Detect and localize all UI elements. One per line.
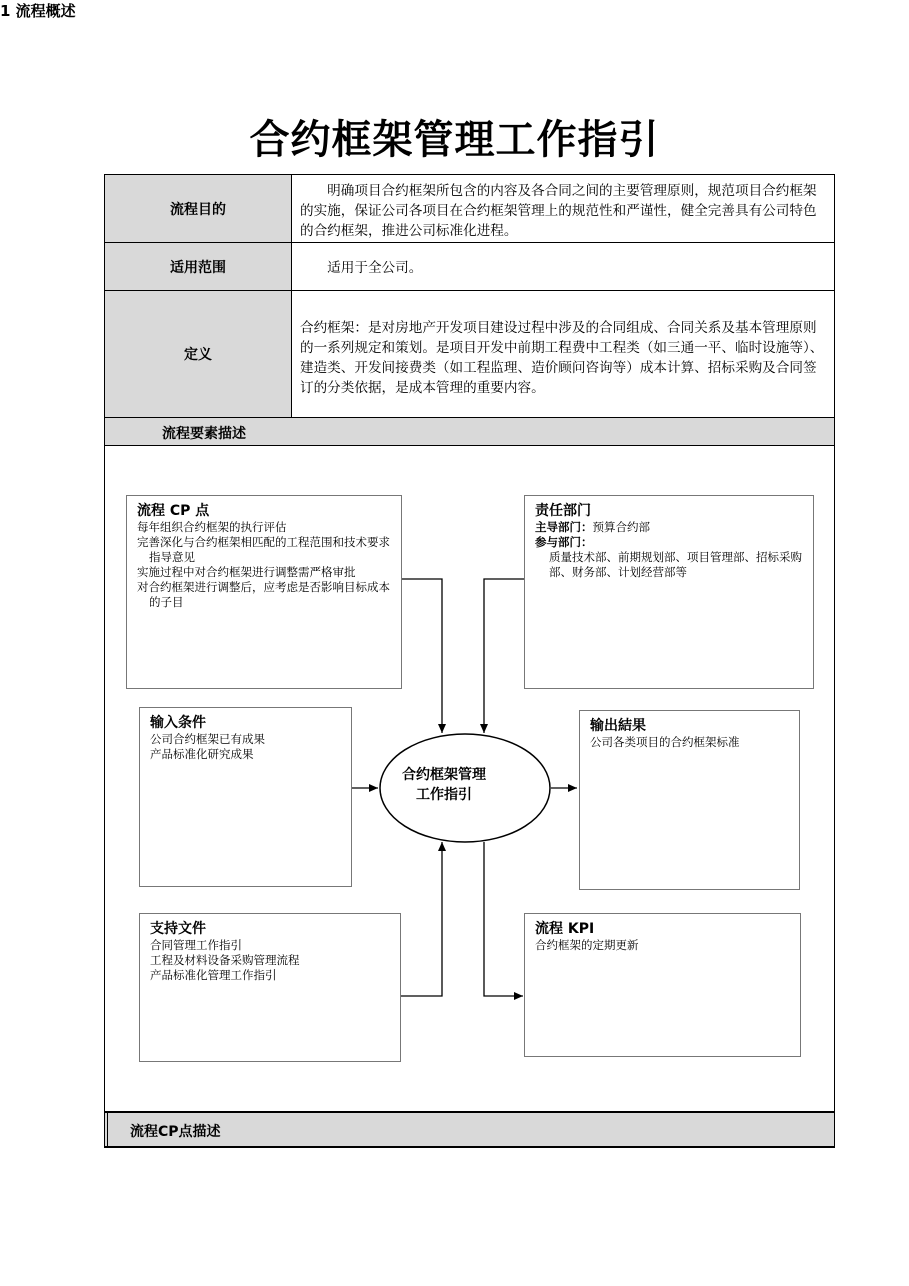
- kpi-box: [524, 913, 801, 1057]
- support-item: 合同管理工作指引: [150, 938, 242, 952]
- input-box: [139, 707, 352, 887]
- lead-dept-value: 预算合约部: [592, 520, 650, 534]
- participating-dept-label: 参与部门：: [535, 535, 593, 549]
- center-line2: 工作指引: [416, 787, 472, 803]
- input-item: 公司合约框架已有成果: [150, 732, 265, 746]
- connector-center-to-kpi: [484, 842, 523, 996]
- cp-box-title: 流程 CP 点: [137, 503, 210, 519]
- row-text-definition: 合约框架：是对房地产开发项目建设过程中涉及的合同组成、合同关系及基本管理原则的一系列规定和策划。是项目开发中前期工程费中工程类（如三通一平、临时设施等）、建造类、开发间接费类（如工程监理、造价顾问咨询等）成本计算、招标采购及合同签订的分类依据，是成本管理的重要内容。: [300, 320, 824, 396]
- row-text-scope: 适用于全公司。: [300, 260, 423, 276]
- cp-item: 对合约框架进行调整后，应考虑是否影响目标成本的子目: [137, 580, 390, 609]
- input-box-title: 输入条件: [150, 715, 206, 731]
- output-box: [579, 710, 800, 890]
- input-item: 产品标准化研究成果: [150, 747, 254, 761]
- elements-band-label: 流程要素描述: [162, 426, 246, 442]
- connector-dept-to-center: [484, 579, 525, 733]
- support-item: 工程及材料设备采购管理流程: [150, 953, 300, 967]
- row-label-definition: 定义: [184, 347, 212, 363]
- connector-cp-to-center: [401, 579, 442, 733]
- output-box-title: 输出結果: [590, 718, 646, 734]
- cp-band-label: 流程CP点描述: [130, 1124, 221, 1140]
- output-item: 公司各类项目的合约框架标准: [590, 735, 740, 749]
- center-line1: 合约框架管理: [402, 767, 486, 783]
- row-label-scope: 适用范围: [170, 259, 226, 276]
- connector-support-to-center: [401, 842, 442, 996]
- responsible-dept-box: [524, 495, 814, 689]
- cp-item: 每年组织合约框架的执行评估: [137, 520, 287, 534]
- section-heading: 1 流程概述: [0, 2, 76, 20]
- cp-box: [126, 495, 402, 689]
- center-process-label: [380, 765, 508, 805]
- lead-dept-label: 主导部门：: [535, 520, 593, 534]
- row-text-purpose: 明确项目合约框架所包含的内容及各合同之间的主要管理原则，规范项目合约框架的实施，保证公司各项目在合约框架管理上的规范性和严谨性，健全完善具有公司特色的合约框架，推进公司标准化进程。: [300, 183, 817, 239]
- cp-item: 完善深化与合约框架相匹配的工程范围和技术要求指导意见: [137, 535, 390, 564]
- document-title: 合约框架管理工作指引: [249, 117, 660, 163]
- kpi-item: 合约框架的定期更新: [535, 938, 639, 952]
- dept-box-title: 责任部门: [535, 503, 591, 519]
- kpi-box-title: 流程 KPI: [535, 921, 595, 937]
- support-item: 产品标准化管理工作指引: [150, 968, 277, 982]
- support-docs-box: [139, 913, 401, 1062]
- support-box-title: 支持文件: [150, 921, 206, 937]
- participating-dept-value: 质量技术部、前期规划部、项目管理部、招标采购部、财务部、计划经营部等: [549, 550, 802, 579]
- row-label-purpose: 流程目的: [170, 201, 226, 218]
- cp-item: 实施过程中对合约框架进行调整需严格审批: [137, 565, 356, 579]
